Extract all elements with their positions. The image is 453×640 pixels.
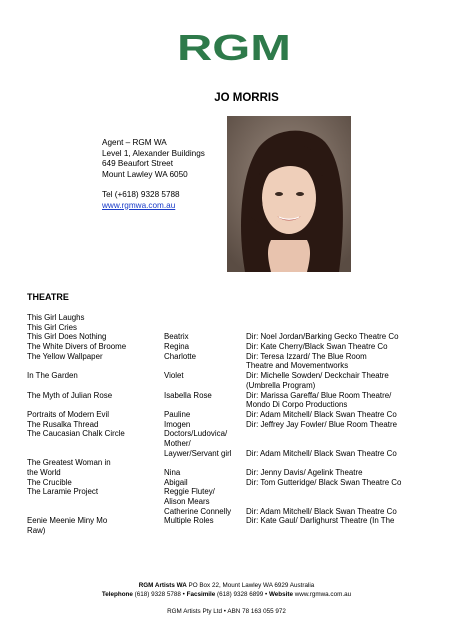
agent-line: 649 Beaufort Street xyxy=(102,159,174,168)
footer-address-line xyxy=(0,582,453,591)
role: Pauline xyxy=(164,409,191,419)
production-title: Portraits of Modern Evil xyxy=(27,409,110,419)
director-company: Dir: Teresa Izzard/ The Blue Room xyxy=(246,351,367,361)
production-title: This Girl Cries xyxy=(27,322,77,332)
director-company: Theatre and Movementworks xyxy=(246,361,349,371)
role: Regina xyxy=(164,342,190,352)
rgm-logo xyxy=(176,32,292,62)
role: Charlotte xyxy=(164,351,197,361)
director-company: Dir: Adam Mitchell/ Black Swan Theatre Co xyxy=(246,409,397,419)
director-company: Dir: Marissa Gareffa/ Blue Room Theatre/ xyxy=(246,390,392,400)
director-company: Dir: Tom Gutteridge/ Black Swan Theatre Co xyxy=(246,477,402,487)
role: Reggie Flutey/ xyxy=(164,487,215,497)
director-company: Dir: Noel Jordan/Barking Gecko Theatre Co xyxy=(246,332,399,342)
footer-contact-line xyxy=(0,591,453,600)
footer-company-name: RGM Artists WA xyxy=(138,582,187,589)
director-company: Dir: Jeffrey Jay Fowler/ Blue Room Theatre xyxy=(246,419,398,429)
footer-tel-label: Telephone xyxy=(101,591,133,598)
role: Mother/ xyxy=(164,438,191,448)
production-title: The White Divers of Broome xyxy=(27,342,127,352)
director-company: Mondo Di Corpo Productions xyxy=(246,400,348,410)
footer-tel-value: (618) 9328 5788 • xyxy=(132,591,187,598)
director-company: Dir: Michelle Sowden/ Deckchair Theatre xyxy=(246,371,389,381)
footer-web-label: Website xyxy=(268,591,293,598)
director-company: Dir: Jenny Davis/ Agelink Theatre xyxy=(246,468,363,477)
production-title: The Yellow Wallpaper xyxy=(27,351,103,361)
agent-contact-block xyxy=(102,138,205,211)
production-title: This Girl Laughs xyxy=(27,313,85,322)
role: Isabella Rose xyxy=(164,390,212,400)
director-company: Dir: Adam Mitchell/ Black Swan Theatre Co xyxy=(246,506,397,516)
production-title: The Caucasian Chalk Circle xyxy=(27,429,125,439)
footer-web-value: www.rgmwa.com.au xyxy=(293,591,352,598)
svg-text:RGM: RGM xyxy=(177,32,291,62)
actor-name: JO MORRIS xyxy=(214,92,279,104)
role: Nina xyxy=(164,468,181,477)
agent-line: Agent – RGM WA xyxy=(102,138,167,147)
section-title-theatre: THEATRE xyxy=(27,292,69,302)
director-company: Dir: Kate Gaul/ Darlighurst Theatre (In The xyxy=(246,516,395,526)
agent-line: Mount Lawley WA 6050 xyxy=(102,169,188,179)
role: Doctors/Ludovica/ xyxy=(164,429,228,439)
headshot-photo xyxy=(227,116,351,272)
role: Violet xyxy=(164,371,184,381)
production-title: The Laramie Project xyxy=(27,487,99,497)
director-company: (Umbrella Program) xyxy=(246,380,316,390)
production-title: The Rusalka Thread xyxy=(27,419,99,429)
production-title: This Girl Does Nothing xyxy=(27,332,107,342)
agent-website-link[interactable]: www.rgmwa.com.au xyxy=(102,200,176,210)
role: Laywer/Servant girl xyxy=(164,448,232,458)
footer-fax-label: Facsimile xyxy=(186,591,216,598)
director-company: Dir: Adam Mitchell/ Black Swan Theatre Co xyxy=(246,448,397,458)
footer-fax-value: (618) 9328 6899 • xyxy=(215,591,269,598)
production-title: In The Garden xyxy=(27,371,78,381)
footer-abn-line: RGM Artists Pty Ltd • ABN 78 163 055 972 xyxy=(167,608,286,615)
production-title: Raw) xyxy=(27,526,46,536)
production-title: The Myth of Julian Rose xyxy=(27,390,113,400)
production-title: The Crucible xyxy=(27,477,72,487)
production-title: Eenie Meenie Miny Mo xyxy=(27,516,108,526)
role: Beatrix xyxy=(164,332,189,342)
director-company: Dir: Kate Cherry/Black Swan Theatre Co xyxy=(246,342,388,352)
role: Catherine Connelly xyxy=(164,506,232,516)
role: Alison Mears xyxy=(164,497,210,507)
role: Multiple Roles xyxy=(164,516,214,526)
production-title: The Greatest Woman in xyxy=(27,458,111,468)
role: Abigail xyxy=(164,477,188,487)
footer-address: PO Box 22, Mount Lawley WA 6929 Australia xyxy=(186,582,315,589)
production-title: the World xyxy=(27,468,61,477)
role: Imogen xyxy=(164,419,191,429)
agent-phone: Tel (+618) 9328 5788 xyxy=(102,190,180,199)
agent-line: Level 1, Alexander Buildings xyxy=(102,148,205,158)
